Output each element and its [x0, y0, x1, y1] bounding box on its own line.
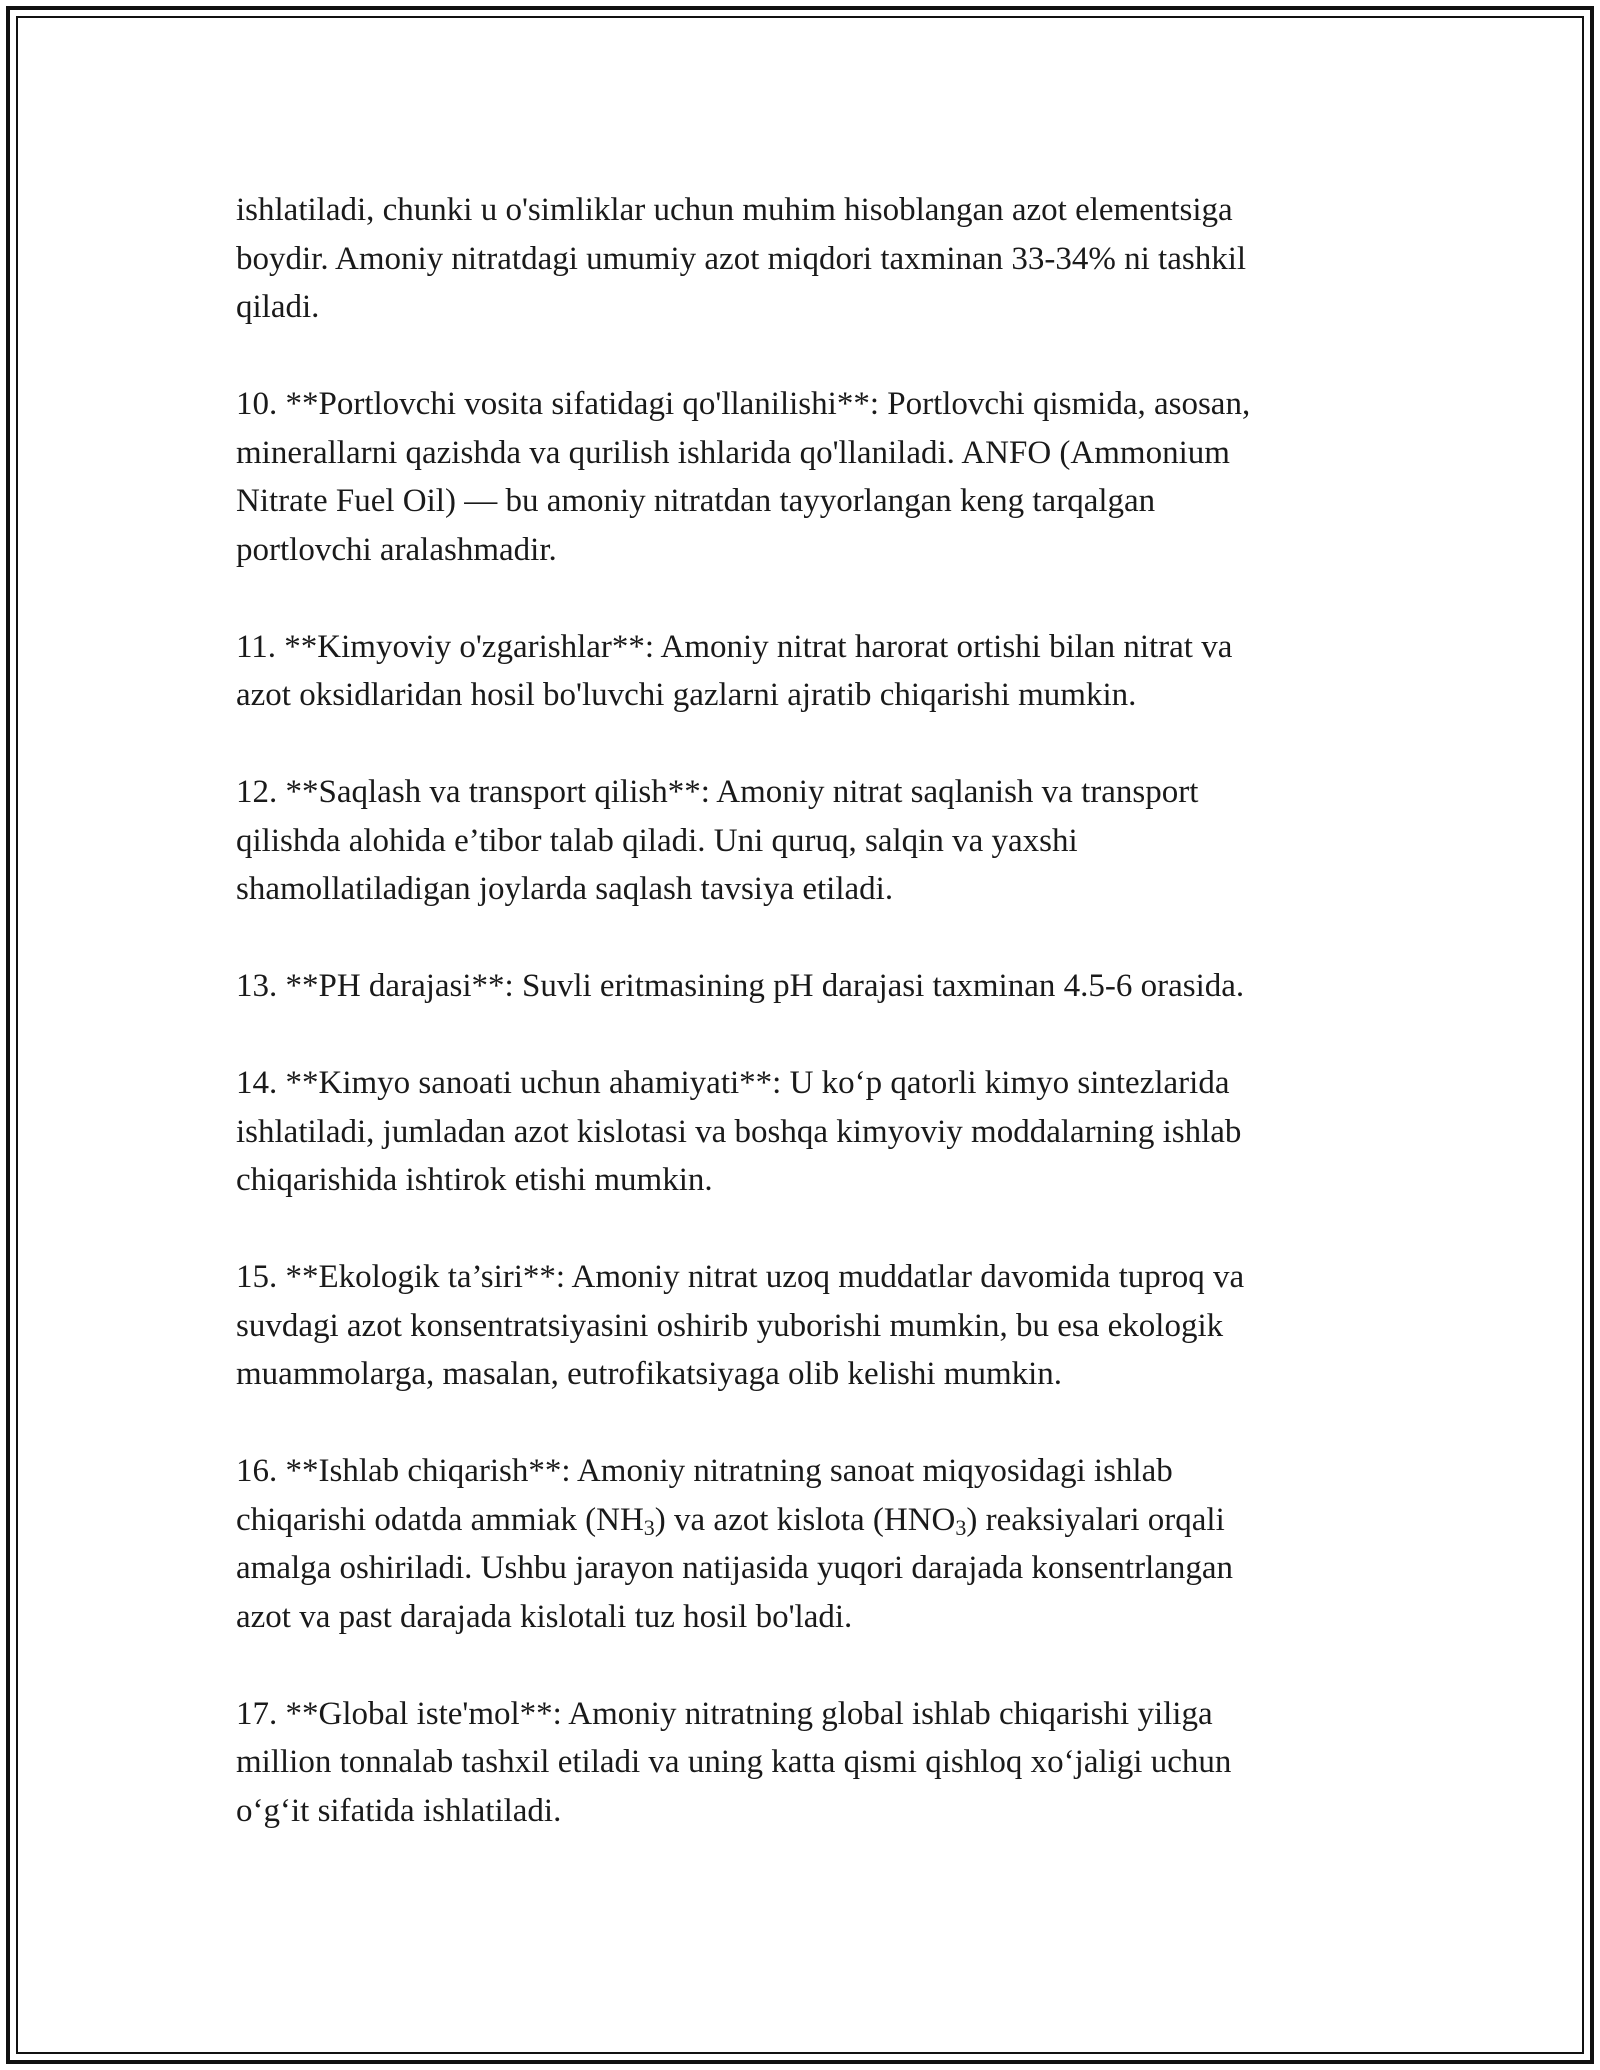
text-line: minerallarni qazishda va qurilish ishlarida qo'llaniladi. ANFO (Ammonium: [236, 434, 1230, 471]
text-line: portlovchi aralashmadir.: [236, 531, 557, 568]
formula-subscript: 3: [955, 1514, 967, 1540]
text-line: muammolarga, masalan, eutrofikatsiyaga olib kelishi mumkin.: [236, 1356, 1063, 1392]
text-line: Nitrate Fuel Oil) — bu amoniy nitratdan tayyorlangan keng tarqalgan: [236, 483, 1156, 519]
text-line: boydir. Amoniy nitratdagi umumiy azot miqdori taxminan 33-34% ni tashkil: [236, 240, 1247, 277]
text-line: azot va past darajada kislotali tuz hosil bo'ladi.: [236, 1598, 853, 1635]
text-line: million tonnalab tashxil etiladi va uning katta qismi qishloq xo‘jaligi uchun: [236, 1744, 1232, 1780]
list-item-10: [236, 380, 1366, 574]
text-line: ishlatiladi, jumladan azot kislotasi va boshqa kimyoviy moddalarning ishlab: [236, 1113, 1242, 1150]
text-line: qilishda alohida e’tibor talab qiladi. Uni quruq, salqin va yaxshi: [236, 822, 1078, 859]
list-item-16: [236, 1447, 1366, 1641]
text-line: qiladi.: [236, 289, 320, 325]
text-line: 11. **Kimyoviy o'zgarishlar**: Amoniy nitrat harorat ortishi bilan nitrat va: [236, 628, 1233, 665]
text-line: 13. **PH darajasi**: Suvli eritmasining pH darajasi taxminan 4.5-6 orasida.: [236, 968, 1245, 1004]
list-item-14: [236, 1059, 1366, 1205]
list-item-11: [236, 623, 1366, 720]
text-line: 16. **Ishlab chiqarish**: Amoniy nitratning sanoat miqyosidagi ishlab: [236, 1453, 1173, 1489]
list-item-12: [236, 768, 1366, 914]
formula-subscript: 3: [643, 1514, 655, 1540]
text-line: shamollatiladigan joylarda saqlash tavsiya etiladi.: [236, 871, 894, 907]
text-line: 14. **Kimyo sanoati uchun ahamiyati**: U ko‘p qatorli kimyo sintezlarida: [236, 1065, 1230, 1101]
document-body: [236, 186, 1366, 1835]
list-item-15: [236, 1253, 1366, 1399]
text-line: 10. **Portlovchi vosita sifatidagi qo'llanilishi**: Portlovchi qismida, asosan,: [236, 386, 1251, 422]
text-line: 17. **Global iste'mol**: Amoniy nitratning global ishlab chiqarishi yiliga: [236, 1695, 1213, 1732]
paragraph-continuation: [236, 186, 1366, 332]
text-line: suvdagi azot konsentratsiyasini oshirib yuborishi mumkin, bu esa ekologik: [236, 1307, 1224, 1344]
text-line-with-formula: chiqarishi odatda ammiak $(NH_3)$ va azot kislota $(HNO_3)$ reaksiyalari orqali: [236, 1501, 1225, 1540]
text-line: o‘g‘it sifatida ishlatiladi.: [236, 1792, 562, 1829]
text-line: amalga oshiriladi. Ushbu jarayon natijasida yuqori darajada konsentrlangan: [236, 1550, 1234, 1586]
text-line: chiqarishida ishtirok etishi mumkin.: [236, 1162, 713, 1198]
text-line: ishlatiladi, chunki u o'simliklar uchun muhim hisoblangan azot elementsiga: [236, 192, 1233, 228]
text-line: 12. **Saqlash va transport qilish**: Amoniy nitrat saqlanish va transport: [236, 774, 1199, 810]
text-line: 15. **Ekologik ta’siri**: Amoniy nitrat uzoq muddatlar davomida tuproq va: [236, 1259, 1245, 1295]
text-line: azot oksidlaridan hosil bo'luvchi gazlarni ajratib chiqarishi mumkin.: [236, 677, 1137, 713]
list-item-17: [236, 1690, 1366, 1836]
list-item-13: [236, 962, 1366, 1011]
